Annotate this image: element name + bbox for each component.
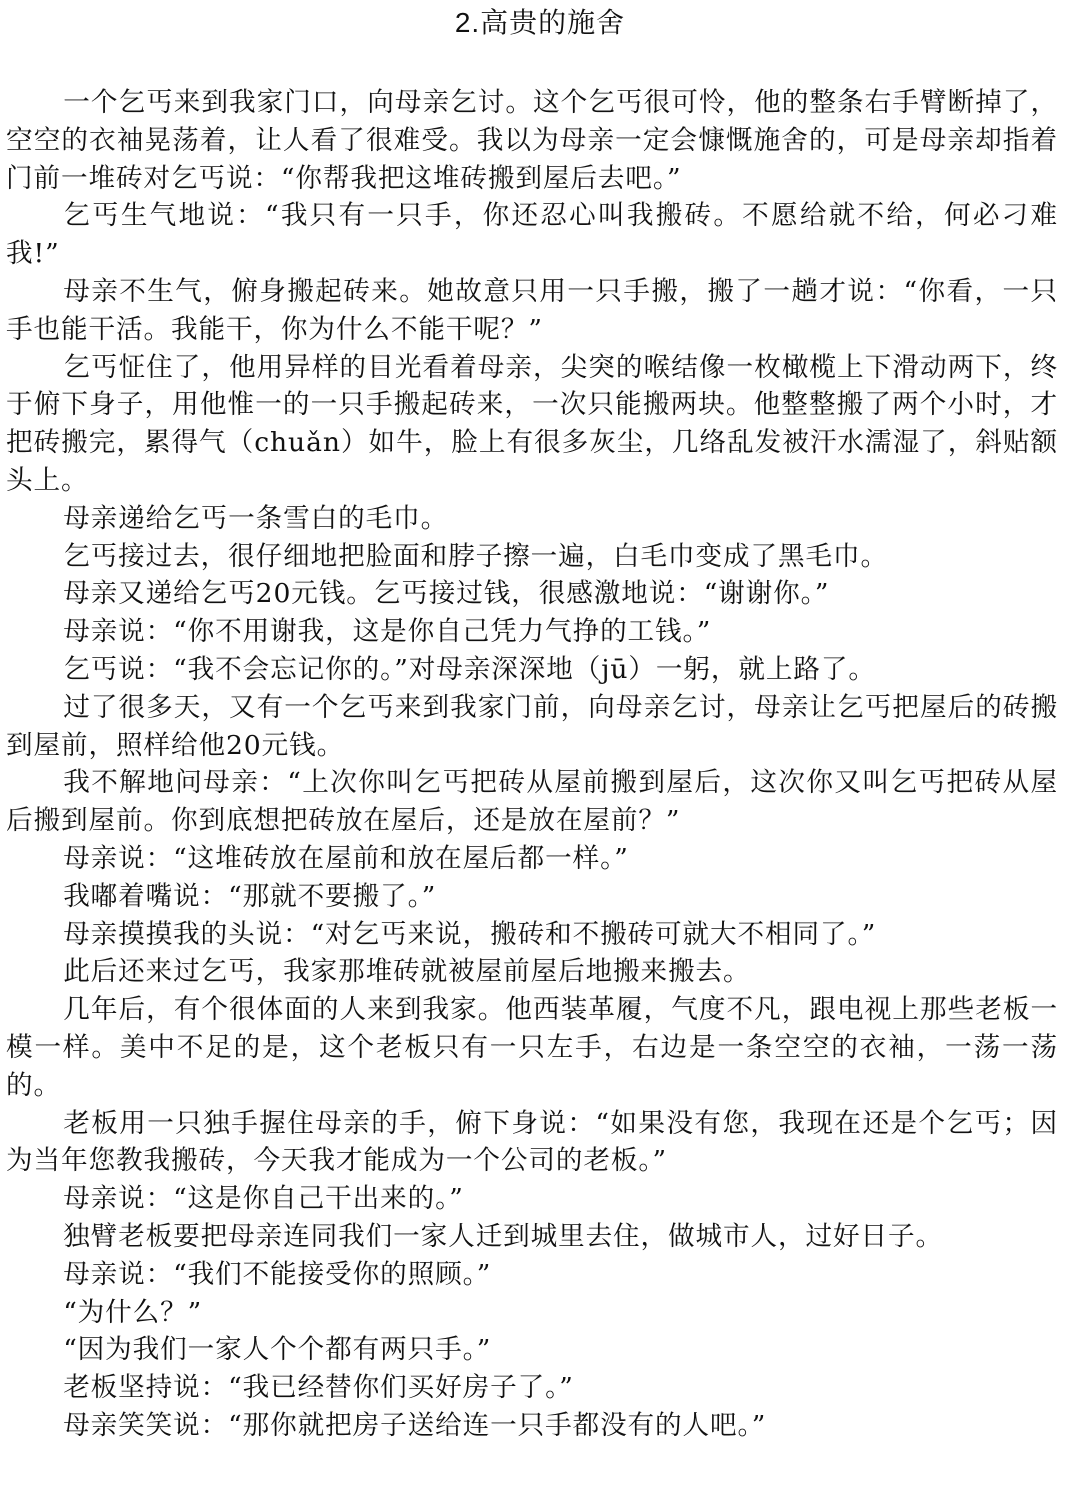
article-body: [6, 84, 1058, 1445]
paragraph: 我不解地问母亲：“上次你叫乞丐把砖从屋前搬到屋后，这次你又叫乞丐把砖从屋后搬到屋前。你到底想把砖放在屋后，还是放在屋前？”: [6, 767, 1058, 837]
article-title: 2.高贵的施舍: [454, 7, 626, 38]
paragraph: 母亲笑笑说：“那你就把房子送给连一只手都没有的人吧。”: [63, 1409, 767, 1441]
paragraph: 母亲说：“你不用谢我，这是你自己凭力气挣的工钱。”: [63, 616, 712, 648]
paragraph: 此后还来过乞丐，我家那堆砖就被屋前屋后地搬来搬去。: [63, 956, 751, 988]
paragraph: “因为我们一家人个个都有两只手。”: [63, 1334, 492, 1366]
paragraph: 老板坚持说：“我已经替你们买好房子了。”: [63, 1372, 574, 1404]
paragraph: 母亲摸摸我的头说：“对乞丐来说，搬砖和不搬砖可就大不相同了。”: [63, 918, 877, 950]
paragraph: “为什么？”: [63, 1296, 203, 1328]
paragraph: 乞丐生气地说：“我只有一只手，你还忍心叫我搬砖。不愿给就不给，何必刁难我!”: [6, 200, 1058, 270]
paragraph: 过了很多天，又有一个乞丐来到我家门前，向母亲乞讨，母亲让乞丐把屋后的砖搬到屋前，照样给他20元钱。: [6, 691, 1058, 761]
paragraph: 我嘟着嘴说：“那就不要搬了。”: [63, 880, 437, 912]
paragraph: 独臂老板要把母亲连同我们一家人迁到城里去住，做城市人，过好日子。: [63, 1220, 943, 1252]
paragraph: 一个乞丐来到我家门口，向母亲乞讨。这个乞丐很可怜，他的整条右手臂断掉了，空空的衣袖晃荡着，让人看了很难受。我以为母亲一定会慷慨施舍的，可是母亲却指着门前一堆砖对乞丐说：“你帮我把这堆砖搬到屋后去吧。”: [6, 87, 1058, 194]
paragraph: 母亲递给乞丐一条雪白的毛巾。: [63, 502, 449, 534]
paragraph: 母亲说：“这堆砖放在屋前和放在屋后都一样。”: [63, 842, 629, 874]
paragraph: 母亲说：“这是你自己干出来的。”: [63, 1183, 464, 1215]
paragraph: 几年后，有个很体面的人来到我家。他西装革履，气度不凡，跟电视上那些老板一模一样。美中不足的是，这个老板只有一只左手，右边是一条空空的衣袖，一荡一荡的。: [6, 994, 1058, 1101]
paragraph: 乞丐怔住了，他用异样的目光看着母亲，尖突的喉结像一枚橄榄上下滑动两下，终于俯下身子，用他惟一的一只手搬起砖来，一次只能搬两块。他整整搬了两个小时，才把砖搬完，累得气（chuǎn）如牛，脸上有很多灰尘，几络乱发被汗水濡湿了，斜贴额头上。: [6, 351, 1058, 496]
paragraph: 老板用一只独手握住母亲的手，俯下身说：“如果没有您，我现在还是个乞丐；因为当年您教我搬砖，今天我才能成为一个公司的老板。”: [6, 1107, 1058, 1177]
paragraph: 母亲不生气，俯身搬起砖来。她故意只用一只手搬，搬了一趟才说：“你看，一只手也能干活。我能干，你为什么不能干呢？”: [6, 275, 1058, 345]
paragraph: 母亲又递给乞丐20元钱。乞丐接过钱，很感激地说：“谢谢你。”: [63, 578, 830, 610]
paragraph: 乞丐说：“我不会忘记你的。”对母亲深深地（jū）一躬，就上路了。: [63, 653, 876, 685]
paragraph: 乞丐接过去，很仔细地把脸面和脖子擦一遍，白毛巾变成了黑毛巾。: [63, 540, 888, 572]
paragraph: 母亲说：“我们不能接受你的照顾。”: [63, 1258, 492, 1290]
